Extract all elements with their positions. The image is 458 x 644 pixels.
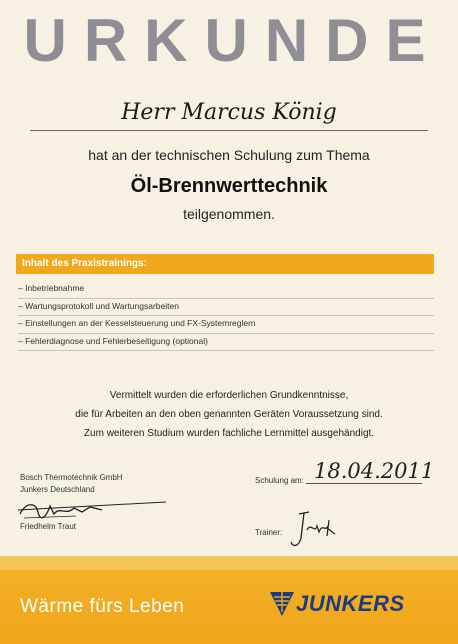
certificate-title: URKUNDE (23, 7, 443, 74)
list-item: – Inbetriebnahme (18, 281, 434, 299)
trainer-signature (287, 508, 347, 552)
statement-line: die für Arbeiten an den oben genannten Geräten Voraussetzung sind. (75, 409, 383, 420)
date-value: 18.04.2011 (314, 459, 435, 483)
issuer-company (20, 472, 123, 496)
course-topic: Öl-Brennwerttechnik (130, 175, 328, 197)
statement-line: Vermittelt wurden die erforderlichen Grundkenntnisse, (109, 390, 349, 401)
list-item: – Wartungsprotokoll und Wartungsarbeiten (18, 299, 434, 317)
statement-line: Zum weiteren Studium wurden fachliche Lernmittel ausgehändigt. (83, 428, 375, 439)
issuer-signer-name: Friedhelm Traut (20, 522, 77, 531)
footer-slogan: Wärme fürs Leben (20, 596, 185, 617)
junkers-logo-text: JUNKERS (296, 591, 405, 616)
training-content-heading: Inhalt des Praxistrainings: (16, 254, 434, 274)
intro-text: hat an der technischen Schulung zum Thema (88, 147, 370, 163)
junkers-logo-icon (268, 588, 296, 618)
date-underline (306, 483, 422, 484)
company-division: Junkers Deutschland (20, 485, 95, 494)
trainer-label: Trainer: (255, 528, 283, 537)
statement-paragraph (0, 386, 458, 443)
outro-text: teilgenommen. (183, 206, 275, 222)
date-label: Schulung am: (255, 476, 304, 485)
training-content-list (18, 281, 434, 351)
recipient-name: Herr Marcus König (121, 100, 337, 125)
company-name: Bosch Thermotechnik GmbH (20, 473, 123, 482)
list-item: – Fehlerdiagnose und Fehlerbeseitigung (optional) (18, 334, 434, 352)
list-item: – Einstellungen an der Kesselsteuerung und FX-Systemreglern (18, 316, 434, 334)
issuer-signature (16, 498, 176, 522)
recipient-underline (30, 130, 428, 131)
